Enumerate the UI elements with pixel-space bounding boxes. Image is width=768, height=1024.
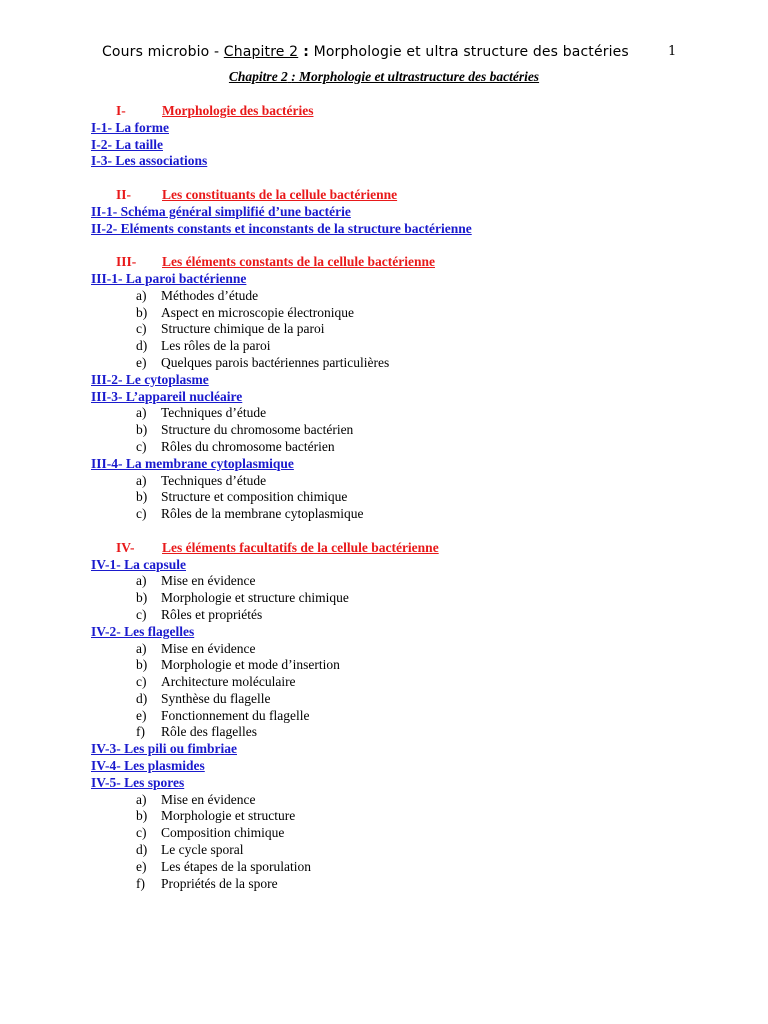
list-item: [91, 439, 751, 456]
list-item: [91, 859, 751, 876]
list-item: [91, 422, 751, 439]
item-text: Morphologie et structure: [161, 808, 296, 824]
section-heading-2[interactable]: [91, 187, 751, 204]
item-letter: b): [136, 422, 148, 438]
item-letter: d): [136, 690, 148, 706]
header-chapter-link[interactable]: Chapitre 2: [223, 44, 299, 60]
item-letter: a): [136, 791, 147, 807]
item-text: Fonctionnement du flagelle: [161, 707, 310, 723]
item-text: Composition chimique: [161, 825, 285, 841]
item-text: Structure chimique de la paroi: [161, 321, 325, 337]
item-letter: a): [136, 472, 147, 488]
item-text: Rôles et propriétés: [161, 606, 263, 622]
section-title: Morphologie des bactéries: [162, 103, 314, 118]
list-item: [91, 825, 751, 842]
item-text: Propriétés de la spore: [161, 875, 278, 891]
item-letter: b): [136, 304, 148, 320]
item-text: Mise en évidence: [161, 640, 256, 656]
item-letter: c): [136, 606, 147, 622]
item-letter: f): [136, 875, 145, 891]
item-letter: d): [136, 338, 148, 354]
item-text: Synthèse du flagelle: [161, 690, 271, 706]
list-item: [91, 808, 751, 825]
subsection-link[interactable]: IV-5- Les spores: [91, 774, 185, 790]
item-letter: e): [136, 354, 147, 370]
list-item: [91, 573, 751, 590]
subsection-link[interactable]: IV-4- Les plasmides: [91, 758, 205, 774]
item-text: Le cycle sporal: [161, 842, 244, 858]
header-subject: Morphologie et ultra structure des bactéries: [309, 44, 629, 60]
item-text: Les rôles de la paroi: [161, 338, 271, 354]
list-item: [91, 473, 751, 490]
list-item: [91, 489, 751, 506]
list-item: [91, 607, 751, 624]
list-item: [91, 506, 751, 523]
list-item: [91, 405, 751, 422]
item-text: Les étapes de la sporulation: [161, 858, 311, 874]
list-item: [91, 724, 751, 741]
section-heading-3[interactable]: [91, 254, 751, 271]
item-text: Méthodes d’étude: [161, 287, 259, 303]
list-item: [91, 691, 751, 708]
section-number: I-: [116, 103, 126, 118]
subsection-link[interactable]: III-4- La membrane cytoplasmique: [91, 455, 294, 471]
list-item: [91, 590, 751, 607]
subsection-link[interactable]: III-2- Le cytoplasme: [91, 371, 209, 387]
item-letter: c): [136, 674, 147, 690]
item-letter: f): [136, 724, 145, 740]
header-course: Cours microbio -: [102, 44, 224, 60]
item-text: Morphologie et mode d’insertion: [161, 657, 340, 673]
subsection-link[interactable]: IV-3- Les pili ou fimbriae: [91, 741, 237, 757]
item-letter: a): [136, 405, 147, 421]
subsection-link[interactable]: II-1- Schéma général simplifié d’une bactérie: [91, 203, 351, 219]
table-of-contents: [91, 103, 751, 892]
item-letter: e): [136, 858, 147, 874]
item-letter: b): [136, 657, 148, 673]
subsection-link[interactable]: III-1- La paroi bactérienne: [91, 270, 247, 286]
page-number: 1: [668, 44, 677, 59]
subsection-link[interactable]: IV-1- La capsule: [91, 556, 187, 572]
list-item: [91, 657, 751, 674]
item-letter: b): [136, 590, 148, 606]
item-text: Rôles du chromosome bactérien: [161, 438, 335, 454]
list-item: [91, 876, 751, 893]
chapter-title-rest: : Morphologie et ultrastructure des bactéries: [291, 69, 540, 84]
section-title: Les éléments facultatifs de la cellule bactérienne: [162, 539, 439, 555]
item-letter: d): [136, 842, 148, 858]
item-letter: e): [136, 707, 147, 723]
item-letter: a): [136, 640, 147, 656]
item-text: Quelques parois bactériennes particulières: [161, 354, 390, 370]
section-number: III-: [116, 254, 137, 270]
item-letter: c): [136, 825, 147, 841]
item-text: Structure du chromosome bactérien: [161, 422, 354, 438]
item-text: Aspect en microscopie électronique: [161, 304, 355, 320]
item-text: Techniques d’étude: [161, 472, 267, 488]
list-item: [91, 792, 751, 809]
running-header: [102, 44, 629, 60]
item-text: Rôle des flagelles: [161, 724, 257, 740]
subsection-link[interactable]: IV-2- Les flagelles: [91, 623, 195, 639]
list-item: [91, 321, 751, 338]
section-heading-4[interactable]: [91, 540, 751, 557]
section-heading-1[interactable]: [91, 103, 751, 120]
list-item: [91, 355, 751, 372]
list-item: [91, 674, 751, 691]
section-title: Les constituants de la cellule bactérienne: [162, 186, 398, 202]
section-number: IV-: [116, 539, 135, 555]
list-item: [91, 288, 751, 305]
subsection-link[interactable]: II-2- Eléments constants et inconstants de la structure bactérienne: [91, 220, 472, 236]
list-item: [91, 708, 751, 725]
list-item: [91, 305, 751, 322]
subsection-link[interactable]: I-3- Les associations: [91, 153, 208, 169]
chapter-title-prefix: Chapitre 2: [228, 69, 288, 84]
list-item: [91, 338, 751, 355]
subsection-link[interactable]: III-3- L’appareil nucléaire: [91, 388, 243, 404]
item-letter: a): [136, 287, 147, 303]
item-letter: c): [136, 506, 147, 522]
item-letter: b): [136, 808, 148, 824]
subsection-link[interactable]: I-1- La forme: [91, 119, 169, 135]
list-item: [91, 842, 751, 859]
item-text: Structure et composition chimique: [161, 489, 348, 505]
item-text: Mise en évidence: [161, 791, 256, 807]
item-letter: c): [136, 438, 147, 454]
item-text: Rôles de la membrane cytoplasmique: [161, 506, 364, 522]
item-text: Mise en évidence: [161, 573, 256, 589]
header-colon: :: [298, 44, 309, 60]
section-title: Les éléments constants de la cellule bactérienne: [162, 254, 435, 270]
item-text: Techniques d’étude: [161, 405, 267, 421]
chapter-title: [0, 69, 768, 85]
item-letter: c): [136, 321, 147, 337]
item-text: Architecture moléculaire: [161, 674, 296, 690]
item-letter: a): [136, 573, 147, 589]
subsection-link[interactable]: I-2- La taille: [91, 136, 163, 152]
item-letter: b): [136, 489, 148, 505]
section-number: II-: [116, 186, 132, 202]
item-text: Morphologie et structure chimique: [161, 590, 349, 606]
list-item: [91, 641, 751, 658]
